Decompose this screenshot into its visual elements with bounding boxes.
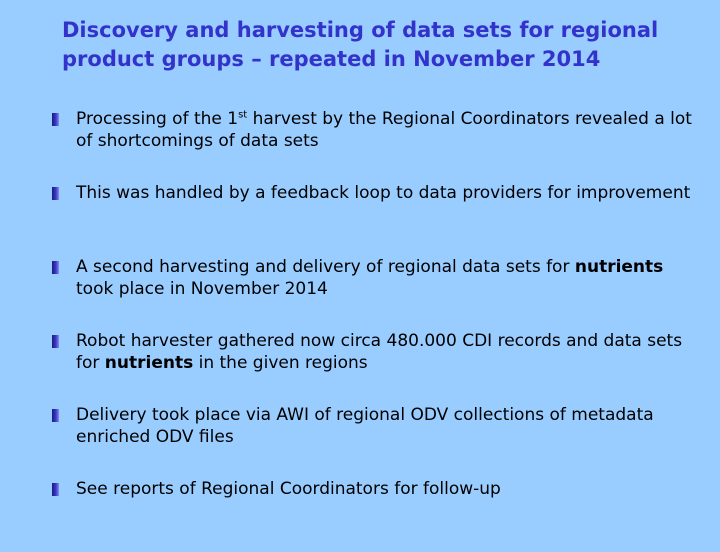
bullet-item-6 [52,478,692,552]
bullet-text-4-before: Robot harvester gathered now circa 480.000 CDI records and data sets for [76,331,683,373]
bullet-text-1-after: harvest by the Regional Coordinators revealed a lot of shortcomings of data sets [76,109,692,151]
bullet-marker-icon [52,113,59,126]
slide-title: Discovery and harvesting of data sets for regional product groups – repeated in November 2014 [62,18,659,71]
bullet-text-4-after: in the given regions [193,353,368,373]
bullet-item-2 [52,182,692,256]
bullet-marker-icon [52,483,59,496]
bullet-marker-icon [52,409,59,422]
bullet-text-1-before: Processing of the 1 [76,109,239,129]
bullet-list [52,108,692,552]
bullet-text-1-sup: st [238,109,248,121]
bullet-marker-icon [52,261,59,274]
bullet-text-3-after: took place in November 2014 [76,279,328,299]
bullet-item-4 [52,330,692,404]
bullet-item-5 [52,404,692,478]
bullet-text-3-bold: nutrients [574,257,664,277]
bullet-text-3-before: A second harvesting and delivery of regional data sets for [76,257,575,277]
bullet-item-1 [52,108,692,182]
bullet-marker-icon [52,335,59,348]
bullet-text-6: See reports of Regional Coordinators for follow-up [76,479,501,499]
bullet-text-5: Delivery took place via AWI of regional ODV collections of metadata enriched ODV files [76,405,654,447]
bullet-text-2: This was handled by a feedback loop to data providers for improvement [76,183,691,203]
bullet-marker-icon [52,187,59,200]
bullet-item-3 [52,256,692,330]
bullet-text-4-bold: nutrients [104,353,194,373]
